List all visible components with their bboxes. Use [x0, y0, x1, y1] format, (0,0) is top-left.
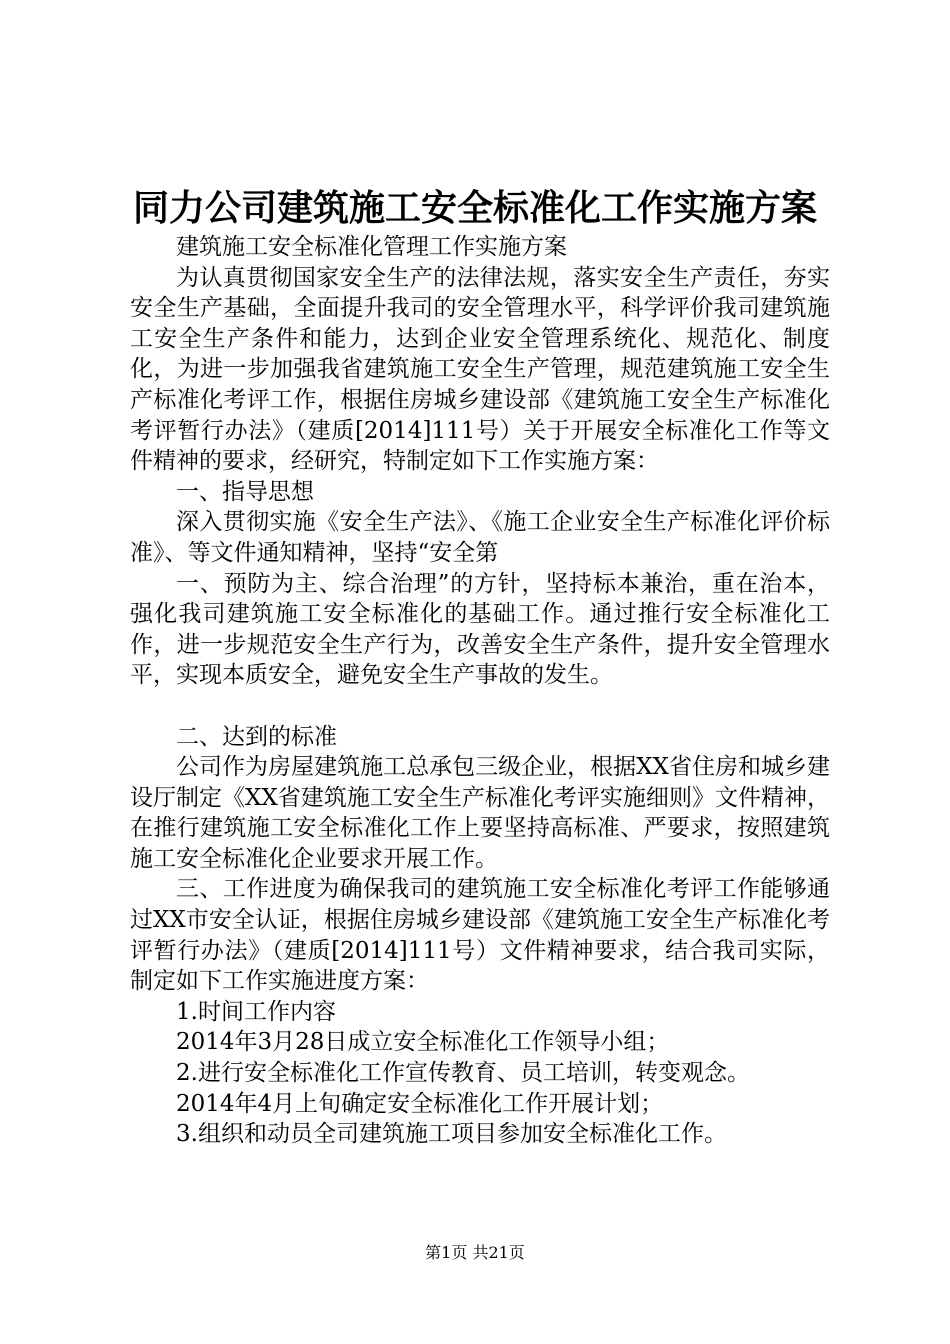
intro-paragraph: 为认真贯彻国家安全生产的法律法规，落实安全生产责任，夯实安全生产基础，全面提升我司的安全管理水平，科学评价我司建筑施工安全生产条件和能力，达到企业安全管理系统化、规范化、制度化，为进一步加强我省建筑施工安全生产管理，规范建筑施工安全生产标准化考评工作，根据住房城乡建设部《建筑施工安全生产标准化考评暂行办法》（建质[2014]111号）关于开展安全标准化工作等文件精神的要求，经研究，特制定如下工作实施方案： [130, 264, 830, 475]
section-heading-guiding-ideology: 一、指导思想 [176, 478, 314, 505]
list-item-date-1: 2014年3月28日成立安全标准化工作领导小组； [176, 1029, 670, 1056]
list-item-date-2: 2014年4月上旬确定安全标准化工作开展计划； [176, 1090, 664, 1117]
section-heading-standards: 二、达到的标准 [176, 723, 337, 750]
standards-paragraph: 公司作为房屋建筑施工总承包三级企业，根据XX省住房和城乡建设厅制定《XX省建筑施工安全生产标准化考评实施细则》文件精神，在推行建筑施工安全标准化工作上要坚持高标准、严要求，按照建筑施工安全标准化企业要求开展工作。 [130, 754, 830, 872]
subtitle-paragraph: 建筑施工安全标准化管理工作实施方案 [176, 234, 567, 260]
guiding-ideology-paragraph: 深入贯彻实施《安全生产法》、《施工企业安全生产标准化评价标准》、等文件通知精神，坚持“安全第 [130, 509, 830, 566]
work-progress-paragraph: 三、工作进度为确保我司的建筑施工安全标准化考评工作能够通过XX市安全认证，根据住房城乡建设部《建筑施工安全生产标准化考评暂行办法》（建质[2014]111号）文件精神要求，结合我司实际，制定如下工作实施进度方案： [130, 876, 830, 995]
list-item-1: 1.时间工作内容 [176, 998, 336, 1025]
page-number-footer: 第1页 共21页 [425, 1243, 525, 1262]
guiding-ideology-continued-paragraph: 一、预防为主、综合治理”的方针，坚持标本兼治，重在治本，强化我司建筑施工安全标准化的基础工作。通过推行安全标准化工作，进一步规范安全生产行为，改善安全生产条件，提升安全管理水平，实现本质安全，避免安全生产事故的发生。 [130, 570, 830, 689]
document-title: 同力公司建筑施工安全标准化工作实施方案 [132, 187, 817, 229]
paragraph-gap [130, 691, 830, 722]
list-item-3: 3.组织和动员全司建筑施工项目参加安全标准化工作。 [176, 1121, 727, 1148]
document-body [130, 232, 830, 1150]
list-item-2: 2.进行安全标准化工作宣传教育、员工培训，转变观念。 [176, 1060, 750, 1087]
